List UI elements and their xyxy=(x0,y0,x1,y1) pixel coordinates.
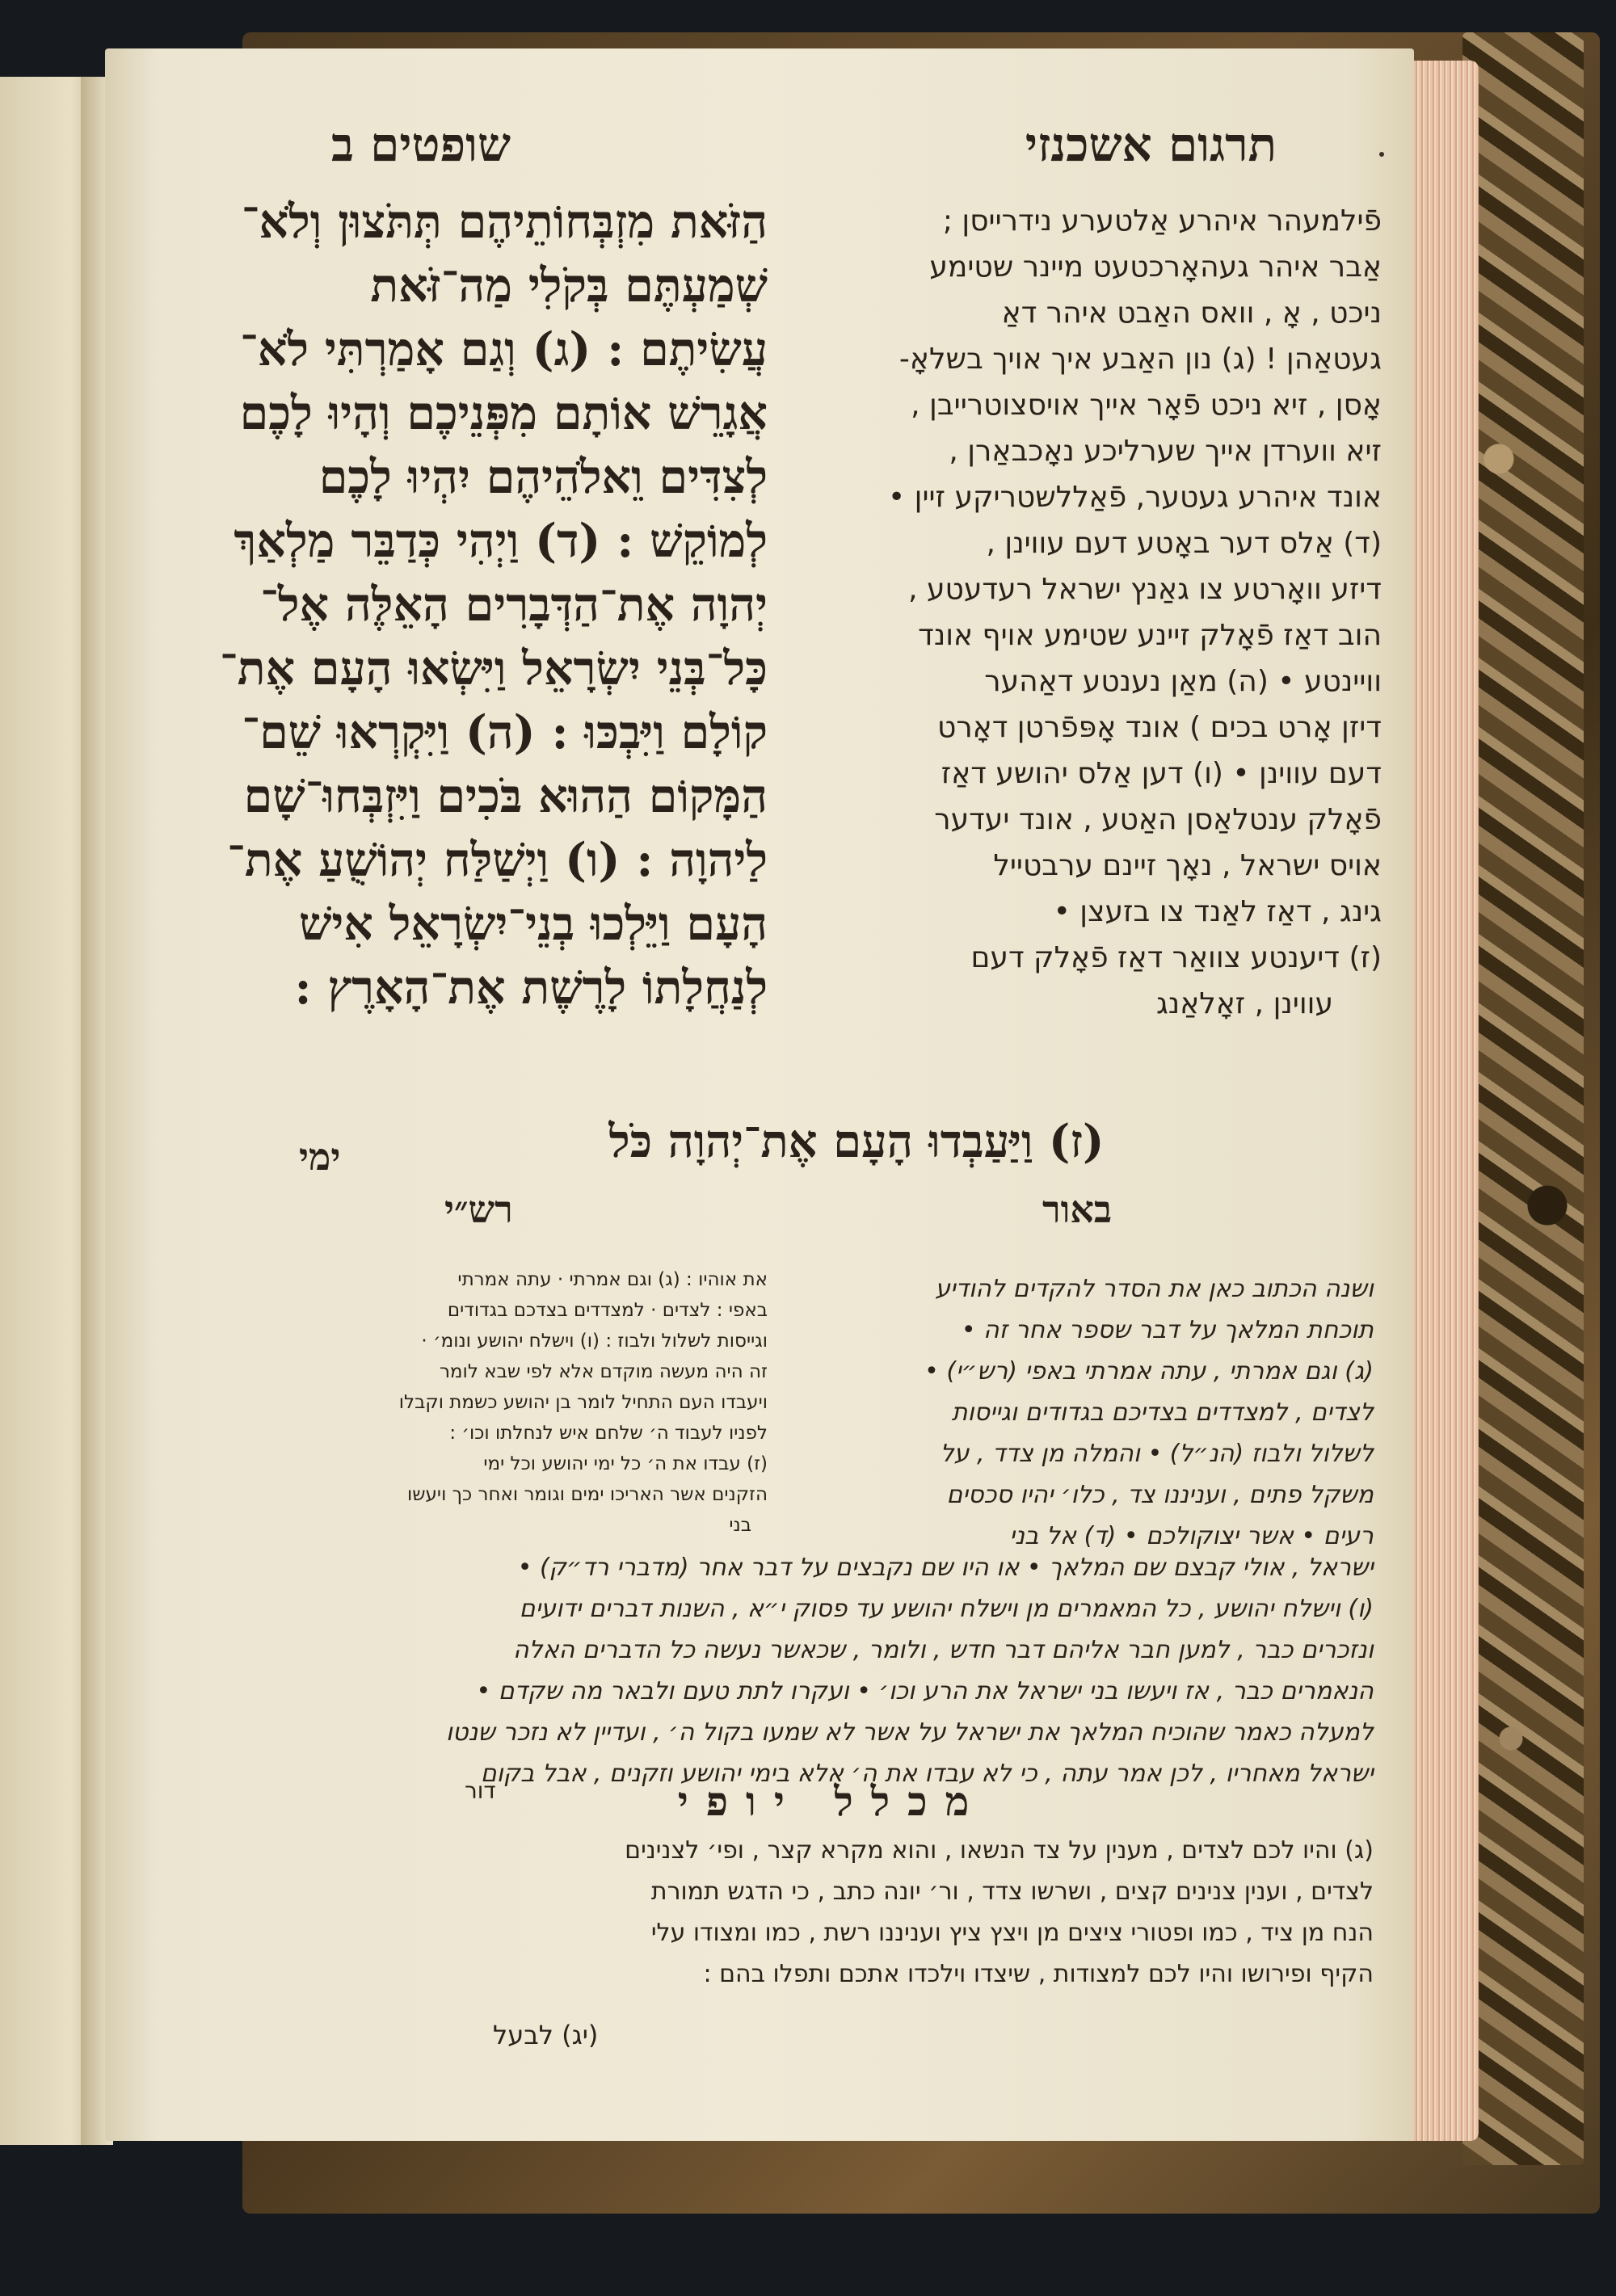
translation-line: דעם עווינן • (ו) דען אַלס יהושע דאַז xyxy=(941,757,1382,790)
translation-line: דיזע וואָרטע צו גאַנץ ישראל רעדעטע , xyxy=(908,573,1382,606)
rashi-commentary xyxy=(210,1264,768,1541)
translation-line: פֿאָלק ענטלאַסן האַטע , אונד יעדער xyxy=(934,803,1382,836)
translation-line: (ז) דיענטע צוואַר דאַז פֿאָלק דעם xyxy=(970,941,1382,974)
scripture-line: כָּל־בְּנֵי יִשְׂרָאֵל וַיִּשְׂאוּ הָעָם אֶת־ xyxy=(219,641,768,696)
translation-line: פֿילמעהר איהרע אַלטערע נידרייסן ; xyxy=(942,204,1382,238)
wide-line: ישראל מאחריו , לכן אמר עתה , כי לא עבדו את ה׳ אלא בימי יהושע וזקנים , אבל בקום xyxy=(480,1760,1374,1788)
marbled-cover-edge xyxy=(1462,32,1584,2165)
mikhlal-yofi-title: מכלל יופי xyxy=(677,1777,987,1825)
running-header-left: שופטים ב xyxy=(331,117,511,172)
mikhlal-catchword: דור xyxy=(465,1777,496,1804)
scripture-line: לְמוֹקֵשׁ : (ד) וַיְהִי כְּדַבֵּר מַלְאַךְ xyxy=(234,514,768,568)
translation-line: אָסן , זיא ניכט פֿאָר אייך אויסצוטרייבן , xyxy=(911,389,1382,422)
biur-commentary xyxy=(800,1268,1374,1557)
mikhlal-line: הקיף ופירושו והיו לכם למצודות , שיצדו וילכדו אתכם ותפלו בהם : xyxy=(703,1960,1374,1988)
wide-line: למעלה כאמר שהוכיח המלאך את ישראל על אשר לא שמעו בקול ה׳ , ועדיין לא נזכר שנטו xyxy=(445,1718,1374,1747)
scripture-line: עֲשִׂיתֶם : (ג) וְגַם אָמַרְתִּי לֹא־ xyxy=(239,322,768,376)
translation-line: אונד איהרע געטער, פֿאַללשטריקע זיין • xyxy=(887,481,1382,514)
wide-line: ונזכרים כבר , למען חבר אליהם דבר חדש , ולומר , שכאשר נעשה כל הדברים האלה xyxy=(512,1636,1374,1664)
scripture-line: לְנַחֲלָתוֹ לָרֶשֶׁת אֶת־הָאָרֶץ : xyxy=(294,961,768,1015)
translation-line: וויינטע • (ה) מאַן נענטע דאַהער xyxy=(984,665,1382,698)
translation-line: ניכט , אָ , וואס האַבט איהר דאַ xyxy=(1001,296,1382,330)
translation-line: הוב דאַז פֿאָלק זיינע שטימע אויף אונד xyxy=(918,619,1382,652)
book-page xyxy=(105,48,1414,2141)
biur-line: רעים • אשר יצוקולכם • (ד) אל בני xyxy=(1009,1522,1374,1550)
biur-line: (ג) וגם אמרתי , עתה אמרתי באפי (רש״י) • xyxy=(924,1357,1374,1386)
scripture-line: לַיהוָה : (ו) וַיְשַׁלַּח יְהוֹשֻׁעַ אֶת־ xyxy=(227,833,768,887)
mikhlal-yofi-commentary xyxy=(210,1830,1374,1995)
wide-line: הנאמרים כבר , אז ויעשו בני ישראל את הרע וכו׳ • ועקרו לתת טעם ולבאר מה שקדם • xyxy=(476,1677,1374,1705)
biur-line: תוכחת המלאך על דבר שספר אחר זה • xyxy=(961,1316,1374,1344)
running-header-right: תרגום אשכנזי xyxy=(1025,117,1277,172)
rashi-line: (ז) עבדו את ה׳ כל ימי יהושע וכל ימי xyxy=(483,1453,768,1474)
translation-line: אַבר איהר געהאָרכטעט מיינר שטימע xyxy=(929,250,1382,284)
biur-commentary-continued xyxy=(210,1547,1374,1794)
translation-line: דיזן אָרט בכים ) אונד אָפּפֿרטן דאָרט xyxy=(936,711,1382,744)
biur-line: משקל פתים , ועניננו צד , כלו׳ יהיו סכסים xyxy=(946,1481,1374,1509)
rashi-line: בני xyxy=(729,1515,751,1536)
translation-line: גינג , דאַז לאַנד צו בזעצן • xyxy=(1053,895,1382,928)
translation-column xyxy=(792,198,1382,1027)
rashi-line: את אוהיו : (ג) וגם אמרתי · עתה אמרתי xyxy=(457,1269,768,1290)
wide-line: ישראל , אולי קבצם שם המלאך • או היו שם נקבצים על דבר אחר (מדברי רד״ק) • xyxy=(517,1554,1374,1582)
rashi-title: רש״י xyxy=(444,1188,513,1231)
rashi-line: זה היה מעשה מוקדם אלא לפי שבא לומר xyxy=(439,1361,768,1382)
trailing-catchword: (יג) לבעל xyxy=(493,2020,599,2050)
mikhlal-line: לצדים , וענין צנינים קצים , ושרשו צדד , ור׳ יונה כתב , כי הדגש תמורת xyxy=(650,1878,1374,1906)
ink-mark xyxy=(1379,152,1384,157)
mikhlal-line: (ג) והיו לכם לצדים , מענין על צד הנשאו , והוא מקרא קצר , ופי׳ לצנינים xyxy=(625,1836,1374,1865)
scripture-line: שְׁמַעְתֶּם בְּקֹלִי מַה־זֹּאת xyxy=(370,259,768,313)
rashi-line: וגייסות לשלול ולבוז : (ו) וישלח יהושע ונומ׳ · xyxy=(421,1331,768,1352)
biur-line: ושנה הכתוב כאן את הסדר להקדים להודיע xyxy=(935,1275,1374,1303)
rashi-line: ויעבדו העם התחיל לומר בן יהושע כשמת וקבלו xyxy=(398,1392,768,1413)
scripture-column xyxy=(186,190,768,1020)
translation-line: עווינן , זאָלאַנג xyxy=(1155,987,1333,1020)
rashi-line: לפניו לעבוד ה׳ שלחם איש לנחלתו וכו׳ : xyxy=(449,1423,768,1444)
scripture-line: הָעָם וַיֵּלְכוּ בְנֵי־יִשְׂרָאֵל אִישׁ xyxy=(298,897,768,951)
wide-line: (ו) וישלח יהושע , כל המאמרים מן וישלח יהושע עד פסוק י״א , השנות דברים ידועים xyxy=(519,1595,1374,1623)
catchword: ימי xyxy=(299,1135,341,1179)
scripture-line: לְצִדִּים וֵאלֹהֵיהֶם יִהְיוּ לָכֶם xyxy=(318,450,768,504)
rashi-line: באפי : לצדים · למצדדים בצדכם בגדודים xyxy=(447,1300,768,1321)
scripture-line: יְהוָה אֶת־הַדְּבָרִים הָאֵלֶּה אֶל־ xyxy=(260,578,768,632)
translation-line: געטאַהן ! (ג) נון האַבע איך אויך בשלאָ- xyxy=(898,343,1382,376)
translation-line: (ד) אַלס דער באָטע דעם עווינן , xyxy=(986,527,1382,560)
scripture-line: קוֹלָם וַיִּבְכּוּ : (ה) וַיִּקְרְאוּ שֵׁם־ xyxy=(242,705,768,759)
mikhlal-line: הנח מן ציד , כמו ופטורי ציצים מן ויצץ ציץ ועניננו רשת , כמו ומצודו עלי xyxy=(650,1919,1374,1947)
translation-line: זיא ווערדן אייך שערליכע נאָכבאַרן , xyxy=(949,435,1382,468)
biur-line: לשלול ולבוז (הנ״ל) • והמלה מן צדד , על xyxy=(940,1440,1374,1468)
biur-line: לצדים , למצדדים בצדיכם בגדודים וגייסות xyxy=(951,1398,1374,1427)
scripture-line: אֲגָרֵשׁ אוֹתָם מִפְּנֵיכֶם וְהָיוּ לָכֶם xyxy=(239,386,768,440)
biur-title: באור xyxy=(1042,1188,1113,1231)
translation-line: אויס ישראל , נאָך זיינם ערבטייל xyxy=(993,849,1382,882)
scripture-line: הַמָּקוֹם הַהוּא בֹּכִים וַיִּזְבְּחוּ־שָׁם xyxy=(243,769,768,823)
rashi-line: הזקנים אשר האריכו ימים וגומר ואחר כך ויעשו xyxy=(406,1484,768,1505)
scripture-line: הַזֹּאת מִזְבְּחוֹתֵיהֶם תְּתֹּצוּן וְלֹא־ xyxy=(241,195,768,249)
verse-7-line: (ז) וַיַּעַבְדוּ הָעָם אֶת־יְהוָה כֹּל xyxy=(608,1115,1105,1168)
